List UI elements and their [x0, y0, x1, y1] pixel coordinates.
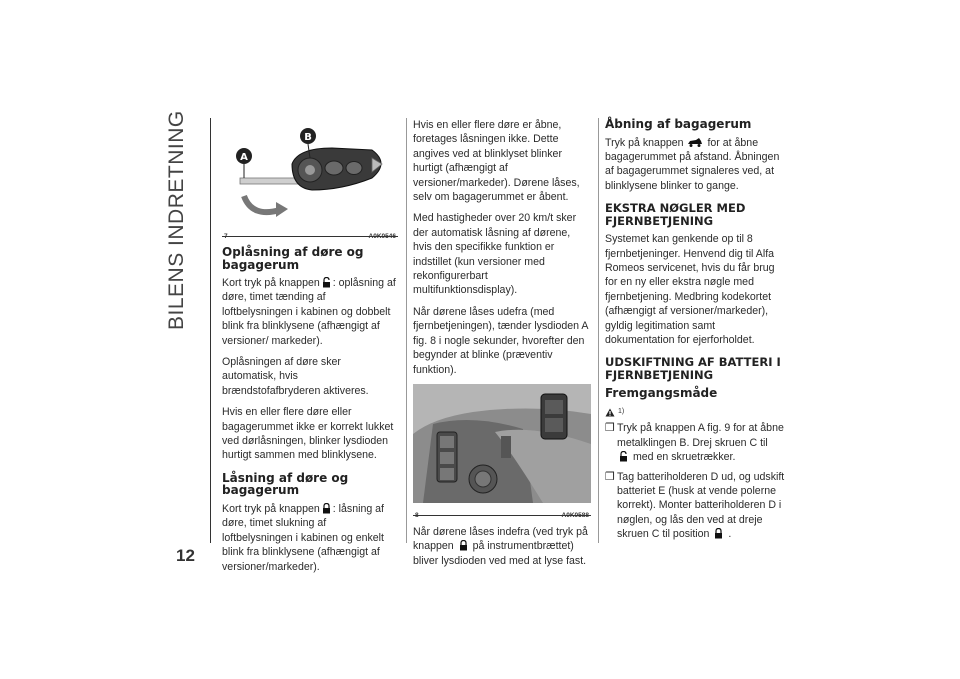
- figure-7-number: 7: [224, 233, 228, 241]
- para-auto-unlock: Oplåsningen af døre sker automatisk, hvis brændstofafbryderen aktiveres.: [222, 356, 369, 397]
- column-divider: [406, 118, 407, 543]
- lock-icon: [458, 540, 469, 551]
- text: med en skruetrækker.: [632, 451, 736, 464]
- heading-trunk-opening: Åbning af bagagerum: [605, 117, 752, 131]
- figure-8-code: A0K0588: [561, 512, 589, 520]
- heading-battery-replacement: UDSKIFTNING AF BATTERI I FJERNBETJENING: [605, 355, 781, 382]
- text: : låsning af døre, timet slukning af loftbelysningen i kabinen og enkelt blink fra blinklysene (afhængigt af versioner/markeder).: [222, 502, 385, 573]
- unlock-icon: [618, 451, 629, 462]
- figure-8: [413, 384, 591, 520]
- heading-extra-keys: EKSTRA NØGLER MED FJERNBETJENING: [605, 201, 746, 228]
- page-number: 12: [176, 546, 195, 565]
- key-fob-illustration: [222, 118, 398, 224]
- lock-icon: [713, 528, 724, 539]
- column-3: [605, 118, 785, 547]
- side-divider: [210, 118, 211, 543]
- dashboard-photo: [413, 384, 591, 503]
- text: Kort tryk på knappen: [222, 502, 320, 515]
- para-lock-button: [222, 502, 398, 574]
- figure-7-caption: [222, 228, 398, 244]
- step-2-text: [617, 470, 785, 542]
- label-a: A: [240, 152, 248, 163]
- column-2: [413, 118, 591, 575]
- step-1: [605, 421, 785, 464]
- bullet-marker: ❒: [605, 422, 615, 435]
- para-unlock-warning: Hvis en eller flere døre eller bagagerummet ikke er korrekt lukket ved dørlåsningen, blinker lysdioden hurtigt sammen med blinklysene.: [222, 406, 394, 462]
- para-extra-keys: Systemet kan genkende op til 8 fjernbetjeninger. Henvend dig til Alfa Romeos servicenet, hvis du får brug for en ny eller ekstra nøgle med fjernbetjening. Medbring kodekortet (afhængigt af versioner/markeder), gyldig legitimation samt dokumentation for ejerforholdet.: [605, 233, 775, 346]
- figure-7: [222, 118, 398, 241]
- para-led-outside: Når dørene låses udefra (med fjernbetjeningen), tænder lysdioden A fig. 8 i nogle sekunder, hvorefter den begynder at blinke (præventiv funktion).: [413, 305, 588, 376]
- para-speed-lock: Med hastigheder over 20 km/t sker der automatisk låsning af dørene, hvis den specifikke funktion er indstillet (kun versioner med rekonfigurerbart multifunktionsdisplay).: [413, 212, 577, 297]
- figure-8-caption: [413, 507, 591, 523]
- para-trunk-button: [605, 136, 785, 194]
- figure-7-code: A0K0546: [368, 233, 396, 241]
- figure-8-number: 8: [415, 512, 419, 520]
- text: Tryk på knappen: [605, 136, 684, 149]
- label-b: B: [304, 132, 312, 143]
- text: Kort tryk på knappen: [222, 277, 320, 289]
- trunk-open-icon: [687, 137, 703, 148]
- unlock-icon: [321, 277, 332, 288]
- heading-unlocking: Oplåsning af døre og bagagerum: [222, 245, 364, 272]
- warning-ref-number: 1): [618, 407, 625, 415]
- para-led-inside: [413, 525, 591, 568]
- warning-reference: [605, 405, 785, 419]
- section-title: BILENS INDRETNING: [165, 110, 188, 330]
- lock-icon: [321, 503, 332, 514]
- text: Tryk på knappen A fig. 9 for at åbne metalklingen B. Drej skruen C til: [617, 422, 784, 449]
- text: på instrumentbrættet) bliver lysdioden ved med at lyse fast.: [413, 540, 587, 567]
- heading-locking: Låsning af døre og bagagerum: [222, 470, 349, 498]
- para-unlock-button: [222, 276, 398, 348]
- column-1: [222, 118, 398, 581]
- column-divider: [598, 118, 599, 543]
- heading-procedure: Fremgangsmåde: [605, 386, 718, 401]
- step-2: [605, 470, 785, 542]
- warning-icon: [605, 408, 615, 417]
- text: for at åbne bagagerummet på afstand. Åbningen af bagagerummet signaleres ved, at blinklysene blinker to gange.: [605, 136, 780, 192]
- bullet-marker: ❒: [605, 470, 615, 483]
- rotate-arrow-icon: [276, 202, 288, 217]
- text: : oplåsning af døre, timet tænding af loftbelysningen i kabinen og dobbelt blink fra blinklysene (afhængigt af versioner/ markeder).: [222, 277, 396, 347]
- text: .: [728, 528, 732, 541]
- step-1-text: [617, 421, 785, 464]
- para-doors-open: Hvis en eller flere døre er åbne, foretages låsningen ikke. Dette angives ved at blinklyset blinker hurtigt (afhængigt af versioner/markeder). Dørene låses, selv om bagagerummet er åbent.: [413, 119, 580, 204]
- text: Når dørene låses indefra (ved tryk på knappen: [413, 525, 588, 553]
- text: Tag batteriholderen D ud, og udskift batteriet E (husk at vende polerne korrekt). Monter batteriholderen D i nøglen, og lås den ved at dreje skruen C til position: [617, 470, 785, 541]
